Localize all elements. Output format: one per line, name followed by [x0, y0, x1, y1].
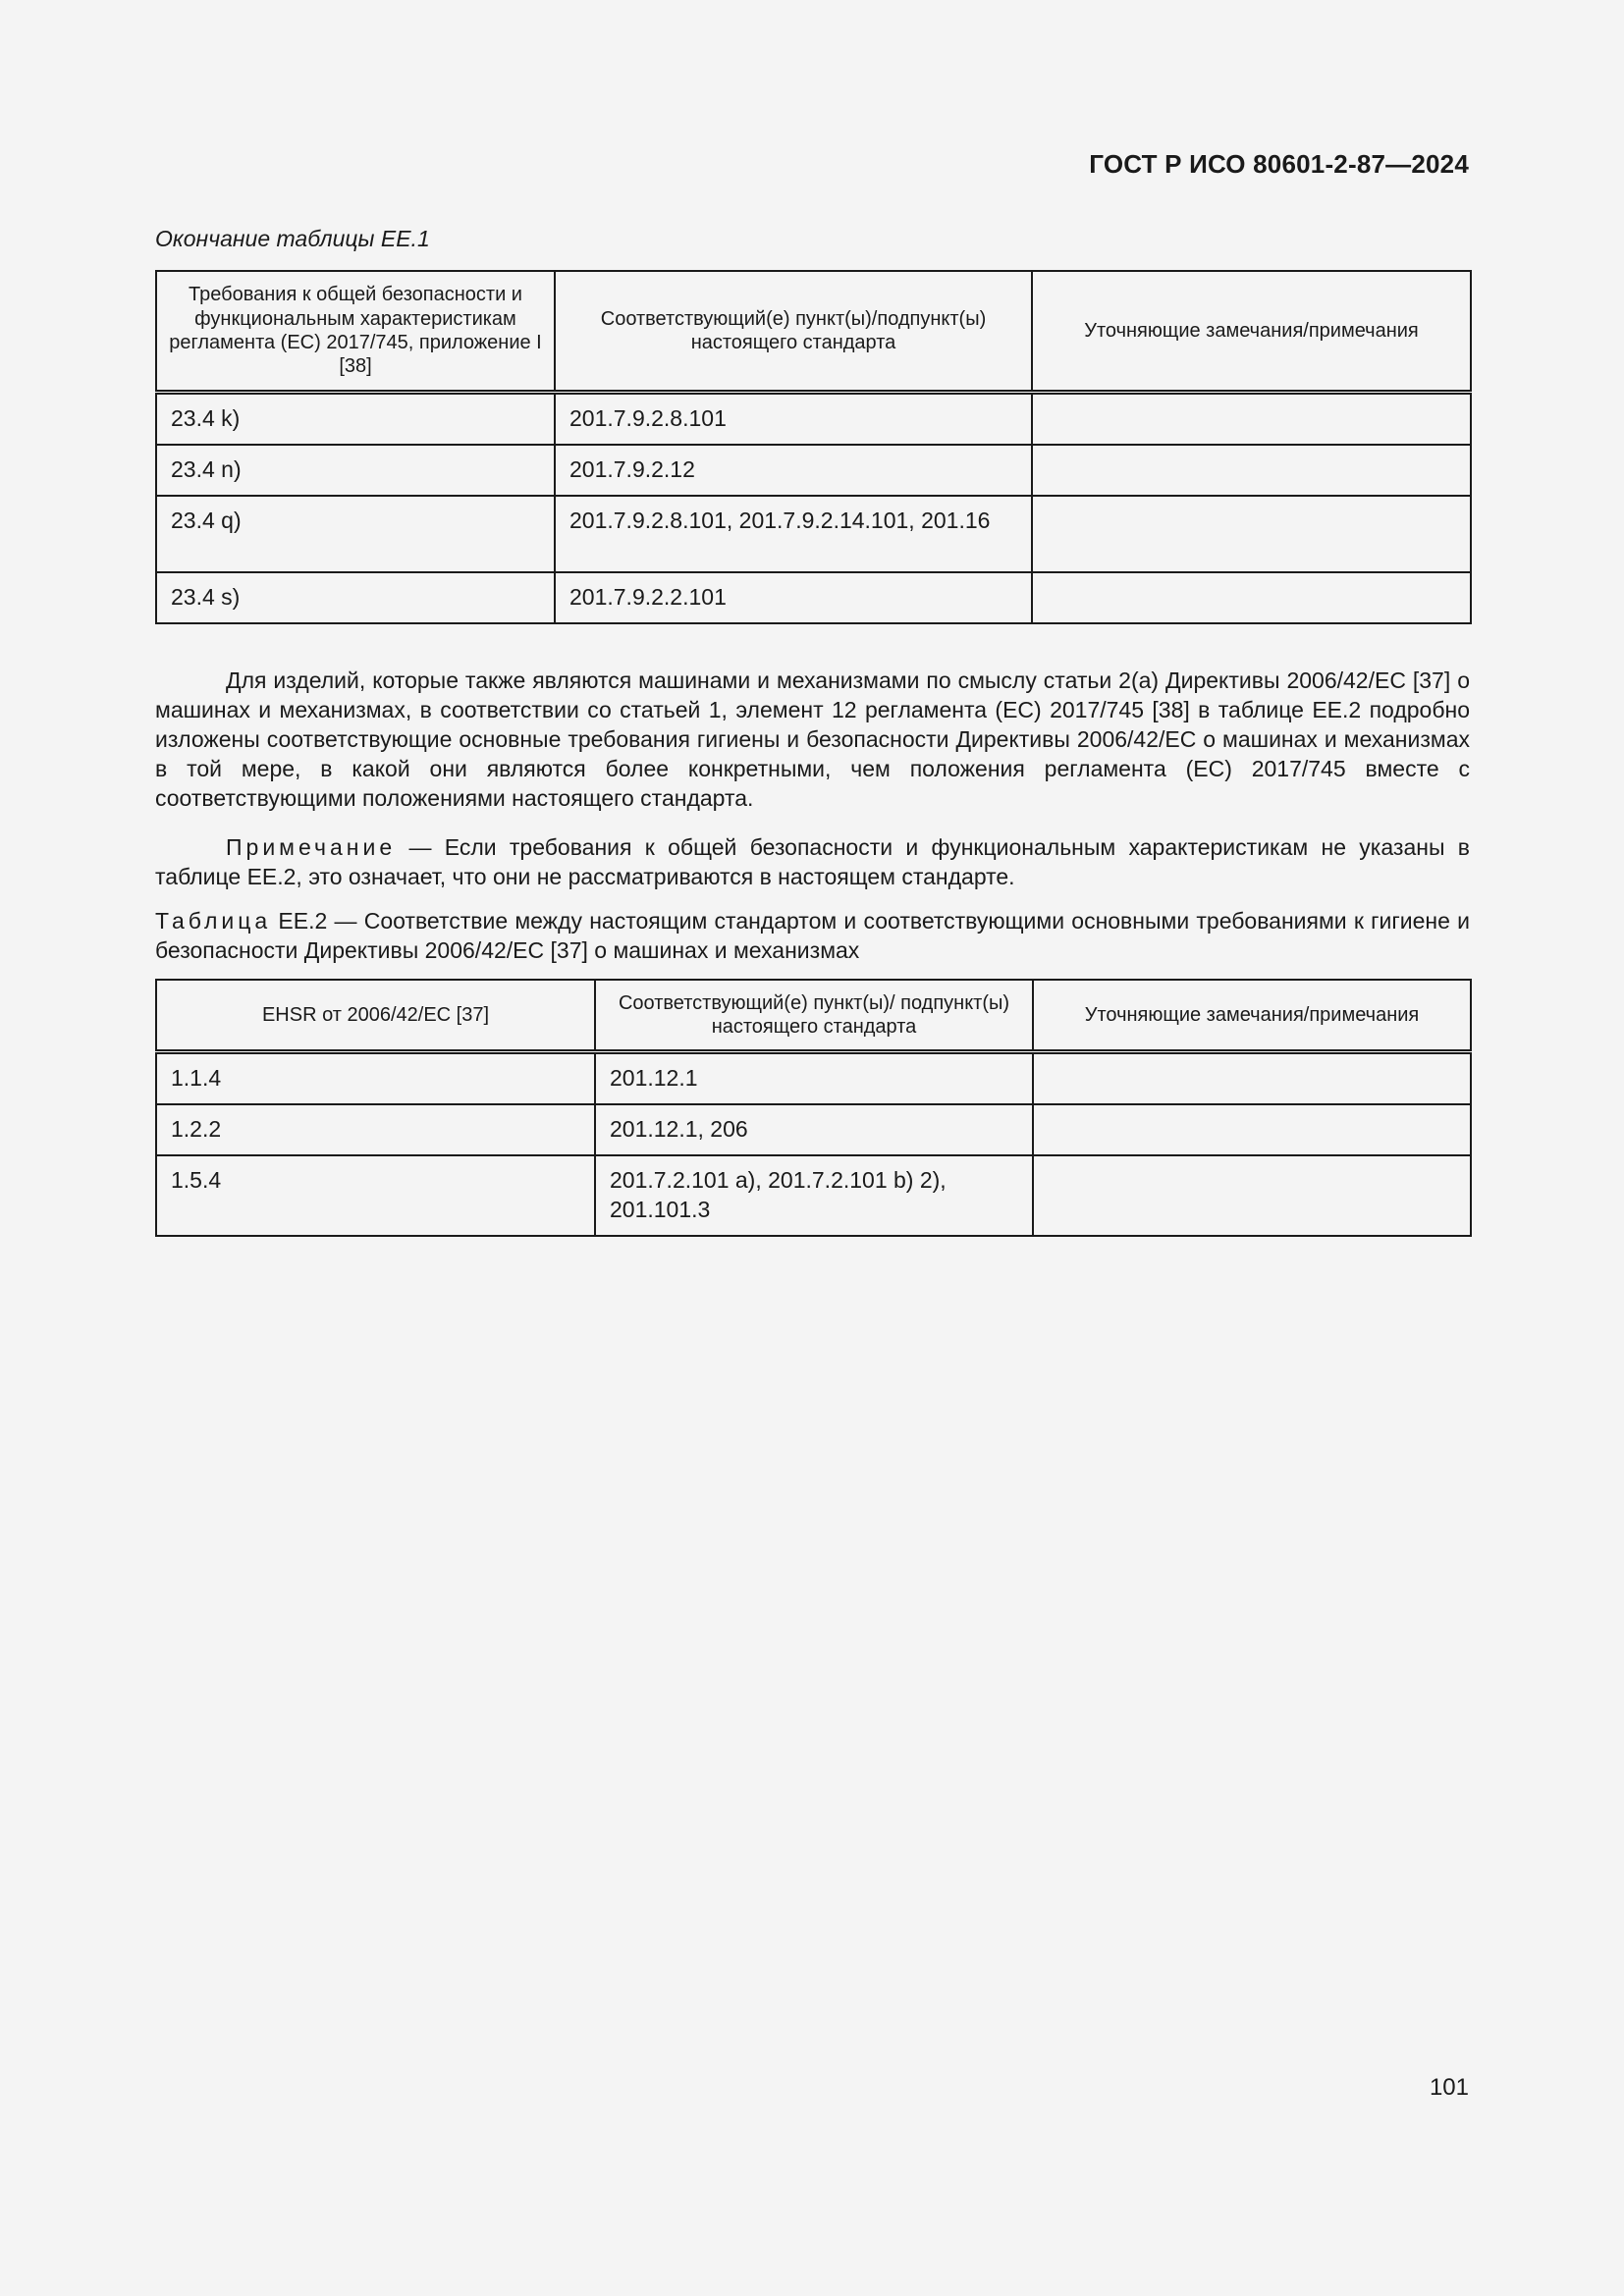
table-cell: 201.12.1, 206 [595, 1104, 1033, 1155]
table-cell [1033, 1052, 1471, 1104]
table-cell: 201.7.9.2.12 [555, 445, 1032, 496]
table-cell: 201.7.9.2.8.101 [555, 393, 1032, 445]
table-ee2-title [155, 906, 1470, 965]
table-cell: 201.12.1 [595, 1052, 1033, 1104]
table-cell: 23.4 n) [156, 445, 555, 496]
document-header: ГОСТ Р ИСО 80601-2-87—2024 [1089, 149, 1469, 179]
table-cell [1033, 1104, 1471, 1155]
note-label: Примечание [226, 834, 397, 860]
table-cell: 23.4 s) [156, 572, 555, 623]
table-title-text: ЕЕ.2 — Соответствие между настоящим стандартом и соответствующими основными требованиями к гигиене и безопасности Директивы 2006/42/ЕС [37] о машинах и механизмах [155, 908, 1470, 963]
table-row [156, 1104, 1471, 1155]
table-cell: 1.2.2 [156, 1104, 595, 1155]
table-continuation-caption: Окончание таблицы ЕЕ.1 [155, 226, 430, 251]
table-row [156, 572, 1471, 623]
column-header: Уточняющие замечания/примечания [1033, 980, 1471, 1052]
table-cell [1032, 445, 1471, 496]
column-header: EHSR от 2006/42/ЕС [37] [156, 980, 595, 1052]
table-row [156, 1155, 1471, 1236]
table-cell: 23.4 k) [156, 393, 555, 445]
table-label: Таблица [155, 908, 272, 934]
table-cell: 23.4 q) [156, 496, 555, 572]
table-row [156, 1052, 1471, 1104]
column-header: Соответствующий(е) пункт(ы)/подпункт(ы) настоящего стандарта [555, 271, 1032, 393]
column-header: Соответствующий(е) пункт(ы)/ подпункт(ы) настоящего стандарта [595, 980, 1033, 1052]
note-text: — Если требования к общей безопасности и функциональным характеристикам не указаны в таблице ЕЕ.2, это означает, что они не рассматриваются в настоящем стандарте. [155, 834, 1470, 889]
table-ee2 [155, 979, 1472, 1237]
table-ee1-end [155, 270, 1472, 624]
table-cell: 201.7.9.2.8.101, 201.7.9.2.14.101, 201.16 [555, 496, 1032, 572]
table-row [156, 393, 1471, 445]
table-cell [1032, 572, 1471, 623]
note-paragraph [155, 832, 1470, 891]
table-cell: 201.7.2.101 a), 201.7.2.101 b) 2), 201.101.3 [595, 1155, 1033, 1236]
table-row [156, 445, 1471, 496]
column-header: Уточняющие замечания/примечания [1032, 271, 1471, 393]
table-cell [1032, 393, 1471, 445]
column-header: Требования к общей безопасности и функциональным характеристикам регламента (ЕС) 2017/745, приложение I [38] [156, 271, 555, 393]
table-cell: 1.1.4 [156, 1052, 595, 1104]
body-paragraph: Для изделий, которые также являются машинами и механизмами по смыслу статьи 2(а) Директивы 2006/42/ЕС [37] о машинах и механизмах, в соответствии со статьей 1, элемент 12 регламента (ЕС) 2017/745 [38] в таблице ЕЕ.2 подробно изложены соответствующие основные требования гигиены и безопасности Директивы 2006/42/ЕС о машинах и механизмах в той мере, в какой они являются более конкретными, чем положения регламента (ЕС) 2017/745 вместе с соответствующими положениями настоящего стандарта. [155, 667, 1470, 811]
page-number: 101 [1429, 2074, 1469, 2101]
table-header-row [156, 980, 1471, 1052]
table-cell: 1.5.4 [156, 1155, 595, 1236]
table-header-row [156, 271, 1471, 393]
table-cell [1032, 496, 1471, 572]
table-row [156, 496, 1471, 572]
table-cell: 201.7.9.2.2.101 [555, 572, 1032, 623]
table-cell [1033, 1155, 1471, 1236]
